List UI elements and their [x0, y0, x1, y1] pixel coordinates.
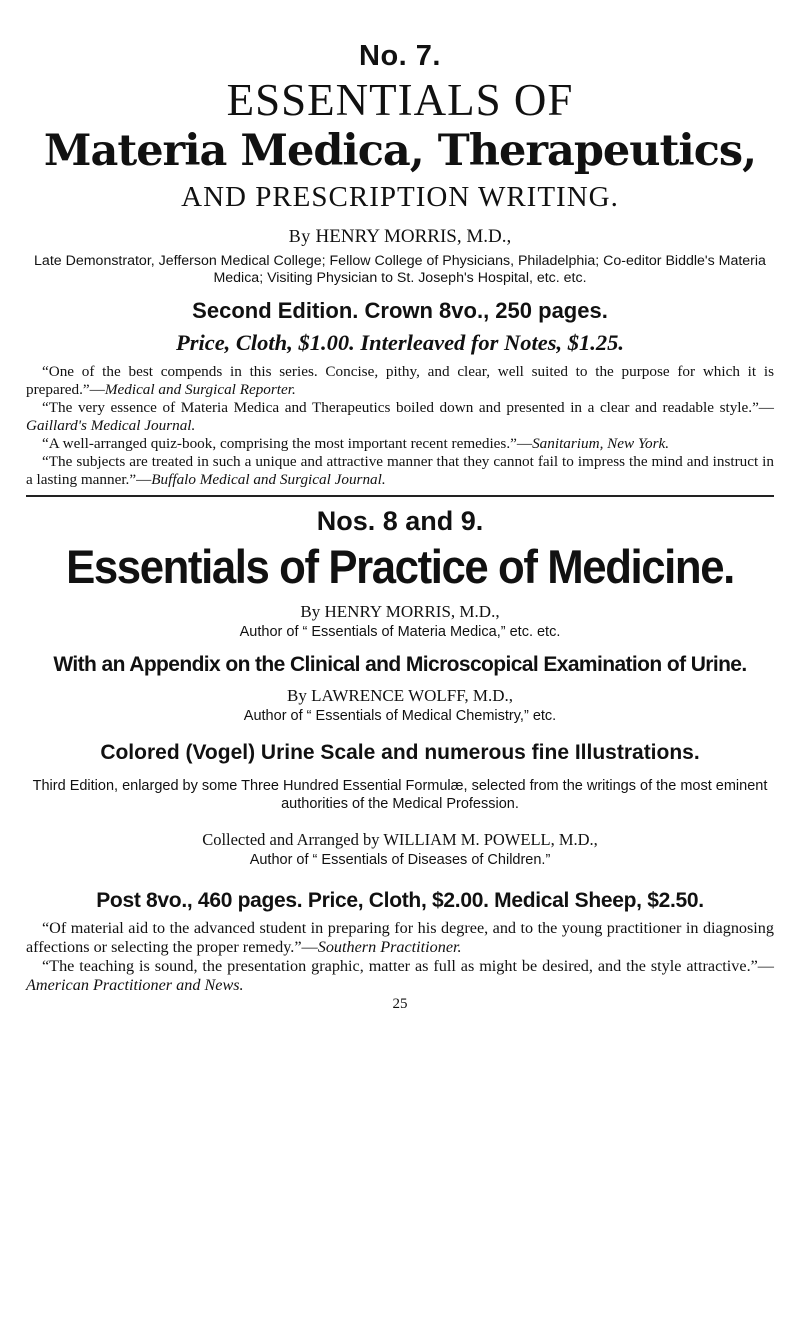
review-source: American Practitioner and News.	[26, 976, 244, 994]
author-name: HENRY MORRIS, M.D.,	[324, 602, 500, 621]
page-number: 25	[392, 996, 408, 1012]
review-text: “A well-arranged quiz-book, comprising the most important recent remedies.”—	[42, 435, 533, 452]
review-text: “One of the best compends in this series. Concise, pithy, and clear, well suited to the purpose for which it is prepared.”—	[26, 363, 774, 398]
by-label: By	[288, 226, 311, 246]
review-item	[26, 363, 774, 399]
review-text: “The teaching is sound, the presentation graphic, matter as full as might be desired, and the style attractive.”—	[42, 957, 774, 975]
third-edition-note: Third Edition, enlarged by some Three Hundred Essential Formulæ, selected from the writings of the most eminent authorities of the Medical Profession.	[32, 778, 768, 812]
review-item	[26, 435, 774, 453]
review-source: Buffalo Medical and Surgical Journal.	[151, 471, 386, 488]
by-label: By	[286, 686, 307, 705]
review-source: Sanitarium, New York.	[532, 435, 670, 452]
author-of-2: Author of “ Essentials of Medical Chemistry,” etc.	[243, 708, 557, 724]
author-credentials: Late Demonstrator, Jefferson Medical College; Fellow College of Physicians, Philadelphia; Co-editor Biddle's Materia Medica; Visiting Physician to St. Joseph's Hospital, etc. etc.	[34, 253, 766, 286]
illustrations-note: Colored (Vogel) Urine Scale and numerous fine Illustrations.	[100, 741, 700, 764]
page	[26, 40, 774, 1013]
review-list	[26, 919, 774, 995]
review-item	[26, 399, 774, 435]
by-label: By	[300, 602, 321, 621]
appendix-title: With an Appendix on the Clinical and Microscopical Examination of Urine.	[53, 653, 747, 676]
byline	[26, 224, 774, 249]
author-name: LAWRENCE WOLFF, M.D.,	[311, 686, 513, 705]
author-of-3: Author of “ Essentials of Diseases of Children.”	[249, 852, 551, 868]
practice-title: Essentials of Practice of Medicine.	[66, 540, 734, 593]
review-source: Medical and Surgical Reporter.	[104, 381, 296, 398]
title-line-1: ESSENTIALS OF	[226, 75, 574, 125]
title-line-3: AND PRESCRIPTION WRITING.	[181, 181, 619, 213]
author-of: Author of “ Essentials of Materia Medica,” etc. etc.	[239, 624, 561, 640]
review-text: “The very essence of Materia Medica and Therapeutics boiled down and presented in a clear and readable style.”—	[42, 399, 774, 416]
section-divider	[26, 495, 774, 497]
price-info: Price, Cloth, $1.00. Interleaved for Notes, $1.25.	[175, 330, 625, 355]
review-list	[26, 363, 774, 489]
review-text: “Of material aid to the advanced student in preparing for his degree, and to the young practitioner in diagnosing affections or selecting the proper remedy.”—	[26, 919, 774, 956]
section-practice-of-medicine	[26, 505, 774, 995]
review-item	[26, 957, 774, 995]
byline-2	[26, 685, 774, 707]
author-name: HENRY MORRIS, M.D.,	[315, 226, 512, 247]
title-line-2: Materia Medica, Therapeutics,	[43, 126, 757, 176]
review-source: Gaillard's Medical Journal.	[26, 417, 196, 434]
review-source: Southern Practitioner.	[317, 938, 462, 956]
price-info: Post 8vo., 460 pages. Price, Cloth, $2.00. Medical Sheep, $2.50.	[96, 889, 704, 912]
edition-info: Second Edition. Crown 8vo., 250 pages.	[192, 298, 608, 323]
collected-label: Collected and Arranged by	[202, 830, 380, 849]
review-item	[26, 453, 774, 489]
review-text: “The subjects are treated in such a unique and attractive manner that they cannot fail to impress the mind and instruct in a lasting manner.”—	[26, 453, 774, 488]
section-materia-medica	[26, 40, 774, 489]
review-item	[26, 919, 774, 957]
byline	[26, 601, 774, 623]
volume-number: Nos. 8 and 9.	[316, 506, 484, 536]
author-name: WILLIAM M. POWELL, M.D.,	[383, 830, 598, 849]
collected-byline	[26, 829, 774, 851]
volume-number: No. 7.	[359, 40, 441, 72]
